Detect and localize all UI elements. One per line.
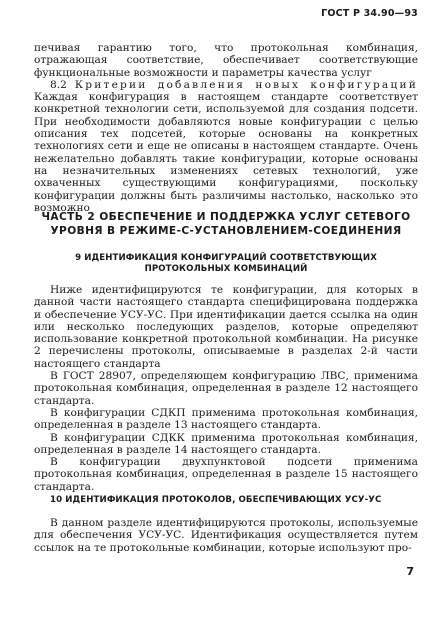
section-9-paragraph-5: В конфигурации двухпунктовой подсети применима протокольная комбинация, определенная в разделе 15 настоящего стандарта.: [34, 456, 418, 493]
part-heading: [34, 210, 418, 238]
section-10-paragraph-1: В данном разделе идентифицируются протоколы, используемые для обеспечения УСУ-УС. Идентификация осуществляется путем ссылок на те протокольные комбинации, которые используют про-: [34, 517, 418, 554]
clause-text: Каждая конфигурация в настоящем стандарте соответствует конкретной технологии сети, используемой для создания подсети. При необходимости добавляются новые конфигурации с целью описания тех подсетей, которые основаны на конкретных технологиях сети и еще не описаны в настоящем стандарте. Очень нежелательно добавлять такие конфигурации, которые основаны на незначительных изменениях сетевых технологий, уже охваченных существующими конфигурациями, поскольку конфигурации должны быть различимы настолько, насколько это возможно: [34, 91, 418, 214]
page-number: 7: [406, 565, 414, 578]
part-heading-line-1: ЧАСТЬ 2 ОБЕСПЕЧЕНИЕ И ПОДДЕРЖКА УСЛУГ СЕТЕВОГО: [41, 211, 411, 223]
clause-number: 8.2: [50, 78, 67, 91]
section-9-paragraph-1: Ниже идентифицируются те конфигурации, для которых в данной части настоящего стандарта специфицирована поддержка и обеспечение УСУ-УС. При идентификации дается ссылка на один или несколько последующих разделов, которые определяют использование конкретной протокольной комбинации. На рисунке 2 перечислены протоколы, описываемые в разделах 2-й части настоящего стандарта: [34, 284, 418, 370]
document-page: [34, 0, 418, 627]
paragraph-8-2: [34, 79, 418, 214]
section-9-paragraph-3: В конфигурации СДКП применима протокольная комбинация, определенная в разделе 13 настоящего стандарта.: [34, 406, 418, 432]
section-9-paragraph-4: В конфигурации СДКК применима протокольная комбинация, определенная в разделе 14 настоящего стандарта.: [34, 431, 418, 456]
section-9-title-line-2: ПРОТОКОЛЬНЫХ КОМБИНАЦИЙ: [144, 264, 308, 274]
document-header: ГОСТ Р 34.90—93: [321, 8, 418, 19]
intro-block: [34, 42, 418, 214]
paragraph-intro-continuation: печивая гарантию того, что протокольная комбинация, отражающая соответствие, обеспечивает соответствующие функциональные возможности и параметры качества услуг: [34, 42, 418, 79]
section-9-heading: [34, 253, 418, 275]
section-10-title: 10 ИДЕНТИФИКАЦИЯ ПРОТОКОЛОВ, ОБЕСПЕЧИВАЮЩИХ УСУ-УС: [50, 495, 382, 505]
section-9-paragraph-2: В ГОСТ 28907, определяющем конфигурацию ЛВС, применима протокольная комбинация, определенная в разделе 12 настоящего стандарта.: [34, 370, 418, 407]
part-heading-line-2: УРОВНЯ В РЕЖИМЕ-С-УСТАНОВЛЕНИЕМ-СОЕДИНЕНИЯ: [50, 225, 402, 237]
section-9-body: [34, 284, 418, 493]
clause-title: Критерии добавления новых конфигураций: [74, 78, 418, 91]
section-10-heading: [34, 495, 418, 506]
section-9-title-line-1: 9 ИДЕНТИФИКАЦИЯ КОНФИГУРАЦИЙ СООТВЕТСТВУЮЩИХ: [75, 253, 377, 263]
section-10-body: [34, 517, 418, 554]
